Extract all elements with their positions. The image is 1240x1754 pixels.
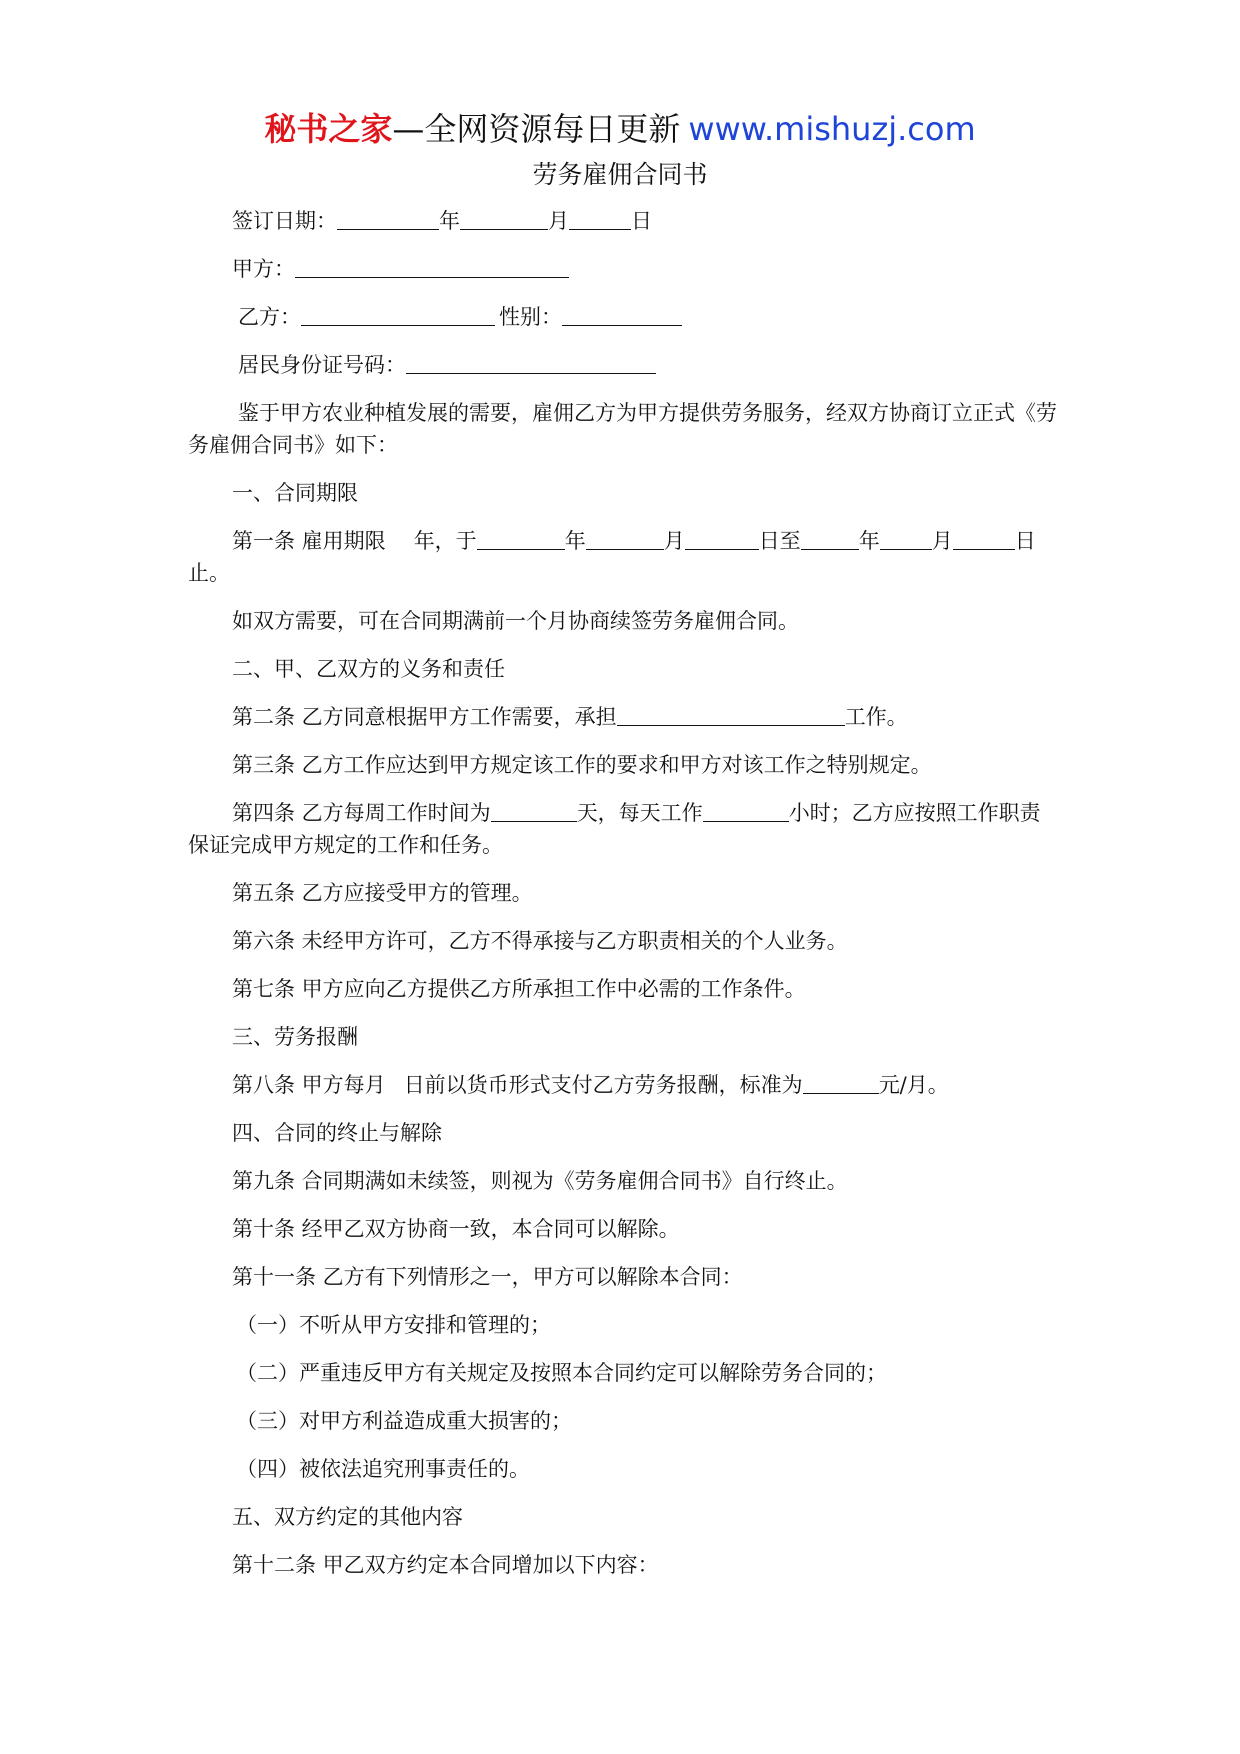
site-header [0, 104, 1240, 150]
article-12: 第十二条 甲乙双方约定本合同增加以下内容： [232, 1553, 659, 1577]
party-a-label: 甲方： [232, 257, 295, 281]
sign-date-label: 签订日期： [232, 209, 337, 233]
party-a-blank[interactable] [295, 255, 569, 278]
article-7: 第七条 甲方应向乙方提供乙方所承担工作中必需的工作条件。 [232, 977, 806, 1001]
job-blank[interactable] [617, 703, 845, 726]
party-b-line [238, 301, 682, 331]
sign-day-blank[interactable] [569, 207, 631, 230]
term-start-month-blank[interactable] [586, 527, 664, 550]
term-end-month-blank[interactable] [880, 527, 932, 550]
renewal-clause: 如双方需要，可在合同期满前一个月协商续签劳务雇佣合同。 [232, 609, 799, 633]
party-b-blank[interactable] [301, 303, 495, 326]
section-3-heading: 三、劳务报酬 [232, 1025, 358, 1049]
article-2: 第二条 乙方同意根据甲方工作需要，承担 工作。 [232, 701, 908, 731]
section-1-heading: 一、合同期限 [232, 481, 358, 505]
brand-name: 秘书之家 [264, 110, 393, 148]
article-11: 第十一条 乙方有下列情形之一，甲方可以解除本合同： [232, 1265, 743, 1289]
party-b-label: 乙方： [238, 305, 301, 329]
sign-date-line: 签订日期： 年 月 日 [232, 205, 652, 235]
term-start-year-blank[interactable] [477, 527, 565, 550]
article-6: 第六条 未经甲方许可，乙方不得承接与乙方职责相关的个人业务。 [232, 929, 848, 953]
document-title: 劳务雇佣合同书 [532, 160, 708, 189]
gender-blank[interactable] [562, 303, 682, 326]
list-item: （二）严重违反甲方有关规定及按照本合同约定可以解除劳务合同的； [236, 1361, 887, 1385]
sign-year-blank[interactable] [337, 207, 439, 230]
article-3: 第三条 乙方工作应达到甲方规定该工作的要求和甲方对该工作之特别规定。 [232, 753, 932, 777]
days-per-week-blank[interactable] [491, 799, 577, 822]
salary-blank[interactable] [803, 1071, 879, 1094]
term-start-day-blank[interactable] [685, 527, 759, 550]
list-item: （四）被依法追究刑事责任的。 [236, 1457, 530, 1481]
section-2-heading: 二、甲、乙双方的义务和责任 [232, 657, 505, 681]
party-a-line [232, 253, 569, 283]
article-1: 第一条 雇用期限 年，于 年 月 日至 年 月 日止。 [188, 525, 1058, 589]
id-label: 居民身份证号码： [238, 353, 406, 377]
article-5: 第五条 乙方应接受甲方的管理。 [232, 881, 533, 905]
hours-per-day-blank[interactable] [703, 799, 789, 822]
list-item: （三）对甲方利益造成重大损害的； [236, 1409, 572, 1433]
article-10: 第十条 经甲乙双方协商一致，本合同可以解除。 [232, 1217, 680, 1241]
section-4-heading: 四、合同的终止与解除 [232, 1121, 442, 1145]
section-5-heading: 五、双方约定的其他内容 [232, 1505, 463, 1529]
id-blank[interactable] [406, 351, 656, 374]
sign-month-blank[interactable] [460, 207, 548, 230]
list-item: （一）不听从甲方安排和管理的； [236, 1313, 551, 1337]
article-8: 第八条 甲方每月 日前以货币形式支付乙方劳务报酬，标准为 元/月。 [232, 1069, 949, 1099]
gender-label: 性别： [499, 305, 562, 329]
preamble: 鉴于甲方农业种植发展的需要，雇佣乙方为甲方提供劳务服务，经双方协商订立正式《劳务雇佣合同书》如下： [188, 401, 1057, 457]
article-4: 第四条 乙方每周工作时间为 天，每天工作 小时；乙方应按照工作职责保证完成甲方规定的工作和任务。 [188, 797, 1058, 861]
article-9: 第九条 合同期满如未续签，则视为《劳务雇佣合同书》自行终止。 [232, 1169, 848, 1193]
id-line [238, 349, 656, 379]
site-url[interactable]: www.mishuzj.com [688, 110, 976, 148]
term-end-year-blank[interactable] [801, 527, 859, 550]
header-slogan: —全网资源每日更新 [392, 110, 681, 148]
term-end-day-blank[interactable] [953, 527, 1015, 550]
